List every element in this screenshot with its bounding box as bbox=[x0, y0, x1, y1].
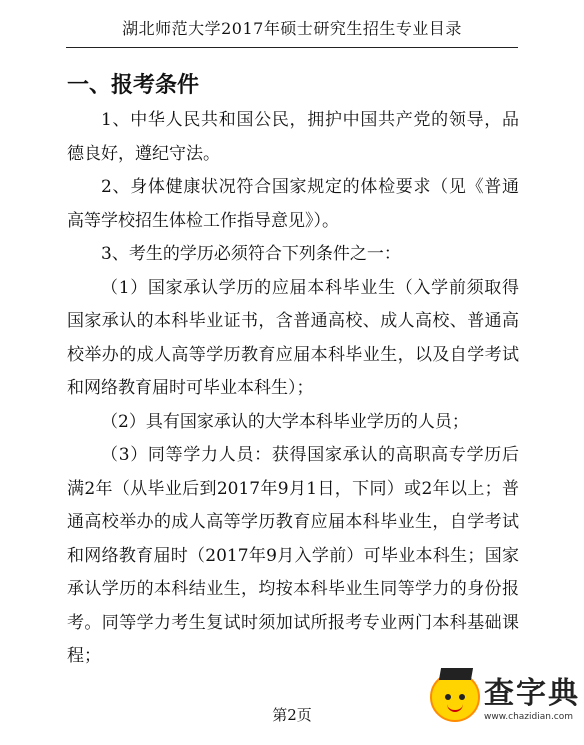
paragraph-1: 1、中华人民共和国公民，拥护中国共产党的领导，品德良好，遵纪守法。 bbox=[67, 110, 519, 164]
body-text bbox=[67, 104, 519, 674]
section-title: 一、报考条件 bbox=[67, 73, 200, 98]
cartoon-graduate-icon bbox=[430, 672, 480, 722]
document-header: 湖北师范大学2017年硕士研究生招生专业目录 bbox=[66, 16, 518, 48]
watermark-brand: 查字典 bbox=[484, 676, 580, 711]
watermark-logo bbox=[430, 668, 580, 722]
paragraph-6: （3）同等学力人员：获得国家承认的高职高专学历后满2年（从毕业后到2017年9月1日，下同）或2年以上；普通高校举办的成人高等学历教育应届本科毕业生，自学考试和网络教育届时（2017年9月入学前）可毕业本科生；国家承认学历的本科结业生，均按本科毕业生同等学力的身份报考。同等学力考生复试时须加试所报考专业两门本科基础课程； bbox=[67, 445, 519, 666]
paragraph-3: 3、考生的学历必须符合下列条件之一： bbox=[101, 244, 401, 264]
paragraph-4: （1）国家承认学历的应届本科毕业生（入学前须取得国家承认的本科毕业证书，含普通高校、成人高校、普通高校举办的成人高等学历教育应届本科毕业生，以及自学考试和网络教育届时可毕业本科生）； bbox=[67, 277, 519, 398]
paragraph-5: （2）具有国家承认的大学本科毕业学历的人员； bbox=[101, 411, 469, 432]
page-number: 第2页 bbox=[272, 706, 312, 724]
paragraph-2: 2、身体健康状况符合国家规定的体检要求（见《普通高等学校招生体检工作指导意见》）。 bbox=[67, 177, 519, 231]
watermark-url: www.chazidian.com bbox=[484, 712, 574, 722]
